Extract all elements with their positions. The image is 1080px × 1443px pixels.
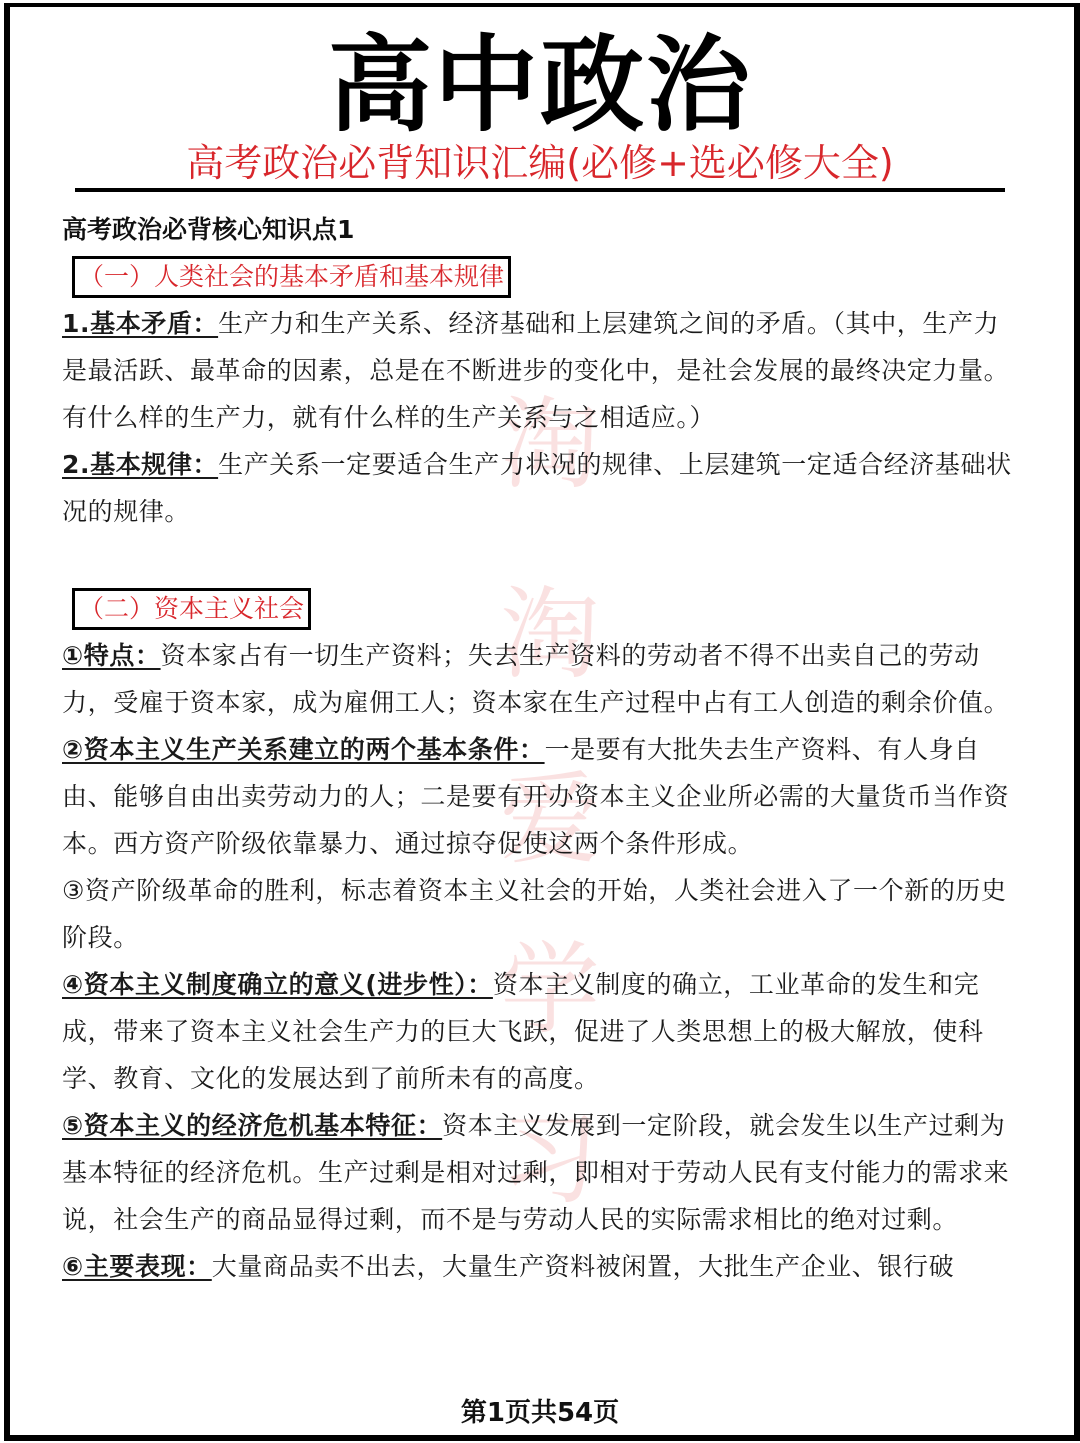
title-divider: [75, 188, 1005, 192]
section-heading: （一）人类社会的基本矛盾和基本规律: [72, 256, 511, 298]
list-item: [62, 441, 1022, 535]
item-text: 生产关系一定要适合生产力状况的规律、上层建筑一定适合经济基础状况的规律。: [62, 450, 1012, 526]
spacer: [62, 535, 1022, 582]
item-text: 资本家占有一切生产资料；失去生产资料的劳动者不得不出卖自己的劳动力，受雇于资本家，成为雇佣工人；资本家在生产过程中占有工人创造的剩余价值。: [62, 641, 1010, 717]
list-item: [62, 300, 1022, 441]
watermark-char: 淘: [500, 576, 600, 693]
item-lead: ②资本主义生产关系建立的两个基本条件：: [62, 735, 545, 764]
page-indicator: 第1页共54页: [460, 1398, 620, 1428]
document-body: [62, 210, 1022, 1290]
item-lead: 1.基本矛盾：: [62, 309, 219, 338]
page-title: 高中政治: [327, 24, 752, 146]
item-lead: ⑤资本主义的经济危机基本特征：: [62, 1111, 443, 1140]
watermark-char: 习: [500, 1101, 600, 1218]
item-lead: 2.基本规律：: [62, 450, 219, 479]
list-item: [62, 1243, 1022, 1290]
watermark-char: 淘: [500, 386, 600, 503]
item-text: ③资产阶级革命的胜利，标志着资本主义社会的开始，人类社会进入了一个新的历史阶段。: [62, 876, 1007, 952]
item-text: 一是要有大批失去生产资料、有人身自由、能够自由出卖劳动力的人；二是要有开办资本主义企业所必需的大量货币当作资本。西方资产阶级依靠暴力、通过掠夺促使这两个条件形成。: [62, 735, 1010, 858]
list-item: [62, 867, 1022, 961]
item-lead: ⑥主要表现：: [62, 1252, 212, 1281]
section-heading: （二）资本主义社会: [72, 588, 311, 630]
knowledge-point-title: 高考政治必背核心知识点1: [62, 215, 355, 244]
watermark-char: 爱: [500, 761, 600, 878]
item-lead: ①特点：: [62, 641, 161, 670]
list-item: [62, 961, 1022, 1102]
item-text: 资本主义制度的确立，工业革命的发生和完成，带来了资本主义社会生产力的巨大飞跃，促进了人类思想上的极大解放，使科学、教育、文化的发展达到了前所未有的高度。: [62, 970, 984, 1093]
item-text: 资本主义发展到一定阶段，就会发生以生产过剩为基本特征的经济危机。生产过剩是相对过剩，即相对于劳动人民有支付能力的需求来说，社会生产的商品显得过剩，而不是与劳动人民的实际需求相比的绝对过剩。: [62, 1111, 1010, 1234]
watermark-char: 学: [500, 931, 600, 1048]
item-lead: ④资本主义制度确立的意义(进步性）：: [62, 970, 493, 999]
list-item: [62, 632, 1022, 726]
page-subtitle: 高考政治必背知识汇编(必修+选必修大全): [186, 141, 894, 185]
item-text: 生产力和生产关系、经济基础和上层建筑之间的矛盾。（其中，生产力是最活跃、最革命的因素，总是在不断进步的变化中，是社会发展的最终决定力量。有什么样的生产力，就有什么样的生产关系与之相适应。）: [62, 309, 1010, 432]
item-text: 大量商品卖不出去，大量生产资料被闲置，大批生产企业、银行破: [211, 1252, 955, 1281]
list-item: [62, 1102, 1022, 1243]
list-item: [62, 726, 1022, 867]
